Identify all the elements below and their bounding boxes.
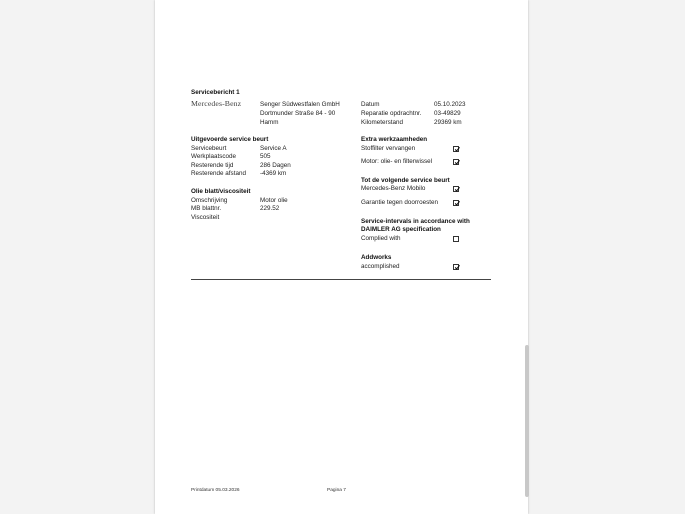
extra-item-label: Motor: olie- en filterwissel [361,158,433,165]
oil-value: Motor olie [260,197,288,204]
info-value: 29369 km [434,119,462,126]
page-number: Pagina 7 [327,488,346,493]
checkbox[interactable] [453,146,459,152]
info-label: Datum [361,101,380,108]
info-label: Kilometerstand [361,119,403,126]
print-date: Printdatum 05.03.2026 [191,488,240,493]
next-heading: Tot de volgende service beurt [361,177,450,184]
service-label: Resterende tijd [191,162,234,169]
checkmark-icon [454,146,461,153]
next-item-label: Garantie tegen doorroesten [361,199,439,206]
service-value: Service A [260,145,287,152]
document-page [155,0,528,514]
service-heading: Uitgevoerde service beurt [191,136,269,143]
scrollbar-thumb[interactable] [525,345,529,497]
brand-logo-text: Mercedes-Benz [191,99,242,108]
dealer-street: Dortmunder Straße 84 - 90 [260,110,336,117]
service-label: Werkplaatscode [191,153,237,160]
info-value: 05.10.2023 [434,101,466,108]
oil-label: Omschrijving [191,197,228,204]
service-value: 286 Dagen [260,162,291,169]
service-label: Resterende afstand [191,170,246,177]
service-value: -4369 km [260,170,287,177]
intervals-heading: DAIMLER AG specification [361,226,441,233]
dealer-city: Hamm [260,119,279,126]
checkmark-icon [454,186,461,193]
extra-heading: Extra werkzaamheden [361,136,428,143]
checkbox[interactable] [453,236,459,242]
extra-item-label: Stoffilter vervangen [361,145,416,152]
checkbox[interactable] [453,264,459,270]
next-item-label: Mercedes-Benz Mobilo [361,185,426,192]
dealer-name: Senger Südwestfalen GmbH [260,101,340,108]
oil-label: MB blattnr. [191,205,222,212]
section-divider [191,279,491,280]
addworks-heading: Addworks [361,254,392,261]
checkmark-icon [454,264,461,271]
addworks-item-label: accomplished [361,263,400,270]
checkmark-icon [454,159,461,166]
checkmark-icon [454,200,461,207]
checkbox[interactable] [453,200,459,206]
intervals-item-label: Complied with [361,235,401,242]
oil-value: 229.52 [260,205,280,212]
oil-heading: Olie blatt/viscositeit [191,188,251,195]
intervals-heading: Service-intervals in accordance with [361,218,470,225]
info-label: Reparatie opdrachtnr. [361,110,422,117]
checkbox[interactable] [453,186,459,192]
service-label: Servicebeurt [191,145,227,152]
oil-label: Viscositeit [191,214,220,221]
report-title: Servicebericht 1 [191,89,240,96]
info-value: 03-49829 [434,110,461,117]
service-value: 505 [260,153,271,160]
checkbox[interactable] [453,159,459,165]
